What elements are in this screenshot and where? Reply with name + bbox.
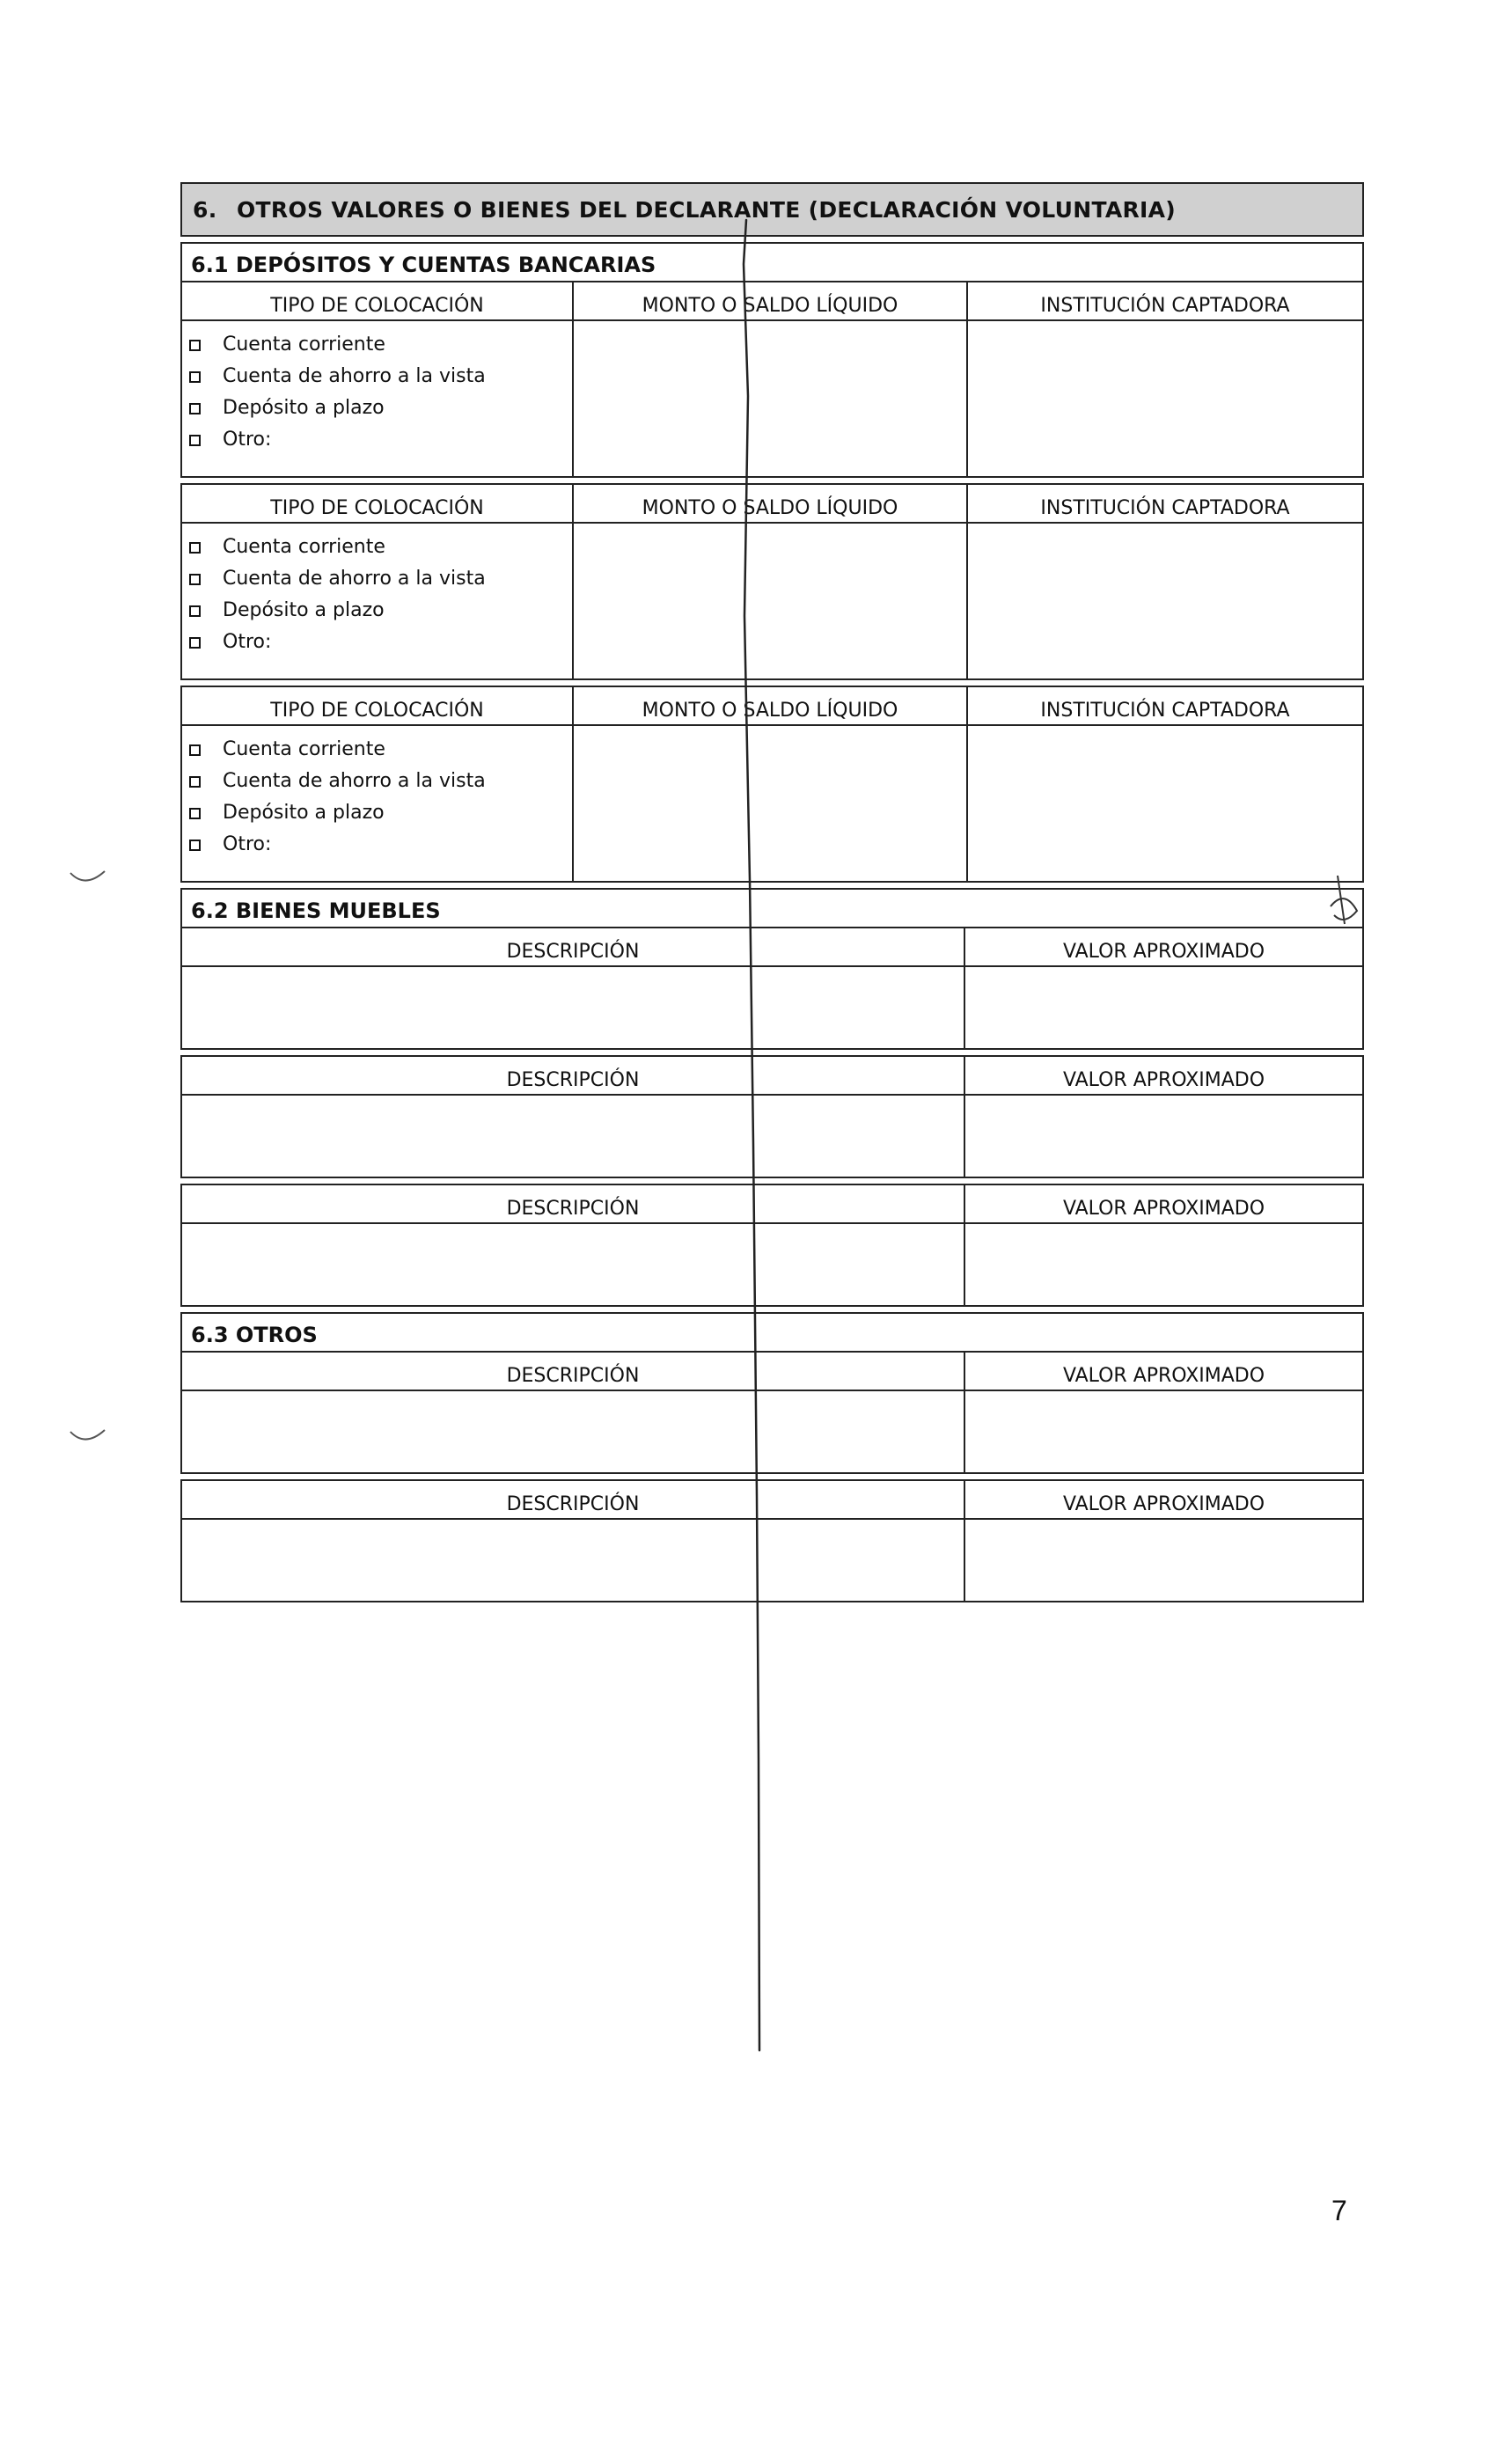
muebles-section-title: 6.2 BIENES MUEBLES — [180, 888, 1364, 928]
option-otro[interactable]: Otro: — [189, 828, 572, 860]
checkbox[interactable] — [189, 340, 201, 351]
checkbox[interactable] — [189, 605, 201, 617]
col-header-institucion: INSTITUCIÓN CAPTADORA — [968, 282, 1362, 321]
col-header-institucion: INSTITUCIÓN CAPTADORA — [968, 687, 1362, 726]
valor-field[interactable] — [965, 1096, 1362, 1177]
mueble-entry-2 — [180, 1055, 1364, 1178]
page-number: 7 — [1331, 2195, 1347, 2226]
tipo-cell — [182, 726, 574, 881]
mueble-entry-3 — [180, 1184, 1364, 1307]
col-header-valor: VALOR APROXIMADO — [965, 1185, 1362, 1224]
declaration-form — [180, 182, 1364, 1602]
checkbox[interactable] — [189, 808, 201, 819]
col-header-monto: MONTO O SALDO LÍQUIDO — [574, 687, 968, 726]
monto-field[interactable] — [574, 726, 968, 881]
institucion-field[interactable] — [968, 321, 1362, 476]
valor-field[interactable] — [965, 1224, 1362, 1305]
option-deposito-plazo[interactable]: Depósito a plazo — [189, 594, 572, 626]
col-header-valor: VALOR APROXIMADO — [965, 1481, 1362, 1520]
col-header-descripcion: DESCRIPCIÓN — [182, 1185, 965, 1224]
checkbox[interactable] — [189, 371, 201, 383]
deposits-section-title: 6.1 DEPÓSITOS Y CUENTAS BANCARIAS — [180, 242, 1364, 282]
deposit-entry-3 — [180, 686, 1364, 883]
col-header-valor: VALOR APROXIMADO — [965, 1353, 1362, 1391]
checkbox[interactable] — [189, 574, 201, 585]
monto-field[interactable] — [574, 524, 968, 678]
option-otro[interactable]: Otro: — [189, 423, 572, 455]
option-deposito-plazo[interactable]: Depósito a plazo — [189, 796, 572, 828]
monto-field[interactable] — [574, 321, 968, 476]
col-header-monto: MONTO O SALDO LÍQUIDO — [574, 485, 968, 524]
col-header-valor: VALOR APROXIMADO — [965, 928, 1362, 967]
section-number: 6. — [193, 196, 217, 223]
checkbox[interactable] — [189, 776, 201, 788]
deposit-entry-1 — [180, 282, 1364, 478]
deposit-entry-2 — [180, 483, 1364, 680]
option-cuenta-ahorro[interactable]: Cuenta de ahorro a la vista — [189, 562, 572, 594]
col-header-descripcion: DESCRIPCIÓN — [182, 1481, 965, 1520]
col-header-descripcion: DESCRIPCIÓN — [182, 1353, 965, 1391]
col-header-institucion: INSTITUCIÓN CAPTADORA — [968, 485, 1362, 524]
otro-entry-2 — [180, 1479, 1364, 1602]
tipo-cell — [182, 524, 574, 678]
checkbox[interactable] — [189, 542, 201, 554]
section-header — [180, 182, 1364, 237]
section-title: OTROS VALORES O BIENES DEL DECLARANTE (DECLARACIÓN VOLUNTARIA) — [237, 196, 1177, 223]
option-deposito-plazo[interactable]: Depósito a plazo — [189, 392, 572, 423]
checkbox[interactable] — [189, 403, 201, 414]
mueble-entry-1 — [180, 928, 1364, 1050]
descripcion-field[interactable] — [182, 1096, 965, 1177]
option-cuenta-ahorro[interactable]: Cuenta de ahorro a la vista — [189, 765, 572, 796]
col-header-tipo: TIPO DE COLOCACIÓN — [182, 485, 574, 524]
descripcion-field[interactable] — [182, 967, 965, 1048]
col-header-descripcion: DESCRIPCIÓN — [182, 1057, 965, 1096]
col-header-descripcion: DESCRIPCIÓN — [182, 928, 965, 967]
binder-hole-mark-2 — [66, 1421, 110, 1456]
institucion-field[interactable] — [968, 726, 1362, 881]
binder-hole-mark-1 — [66, 862, 110, 898]
checkbox[interactable] — [189, 744, 201, 756]
col-header-tipo: TIPO DE COLOCACIÓN — [182, 687, 574, 726]
option-cuenta-corriente[interactable]: Cuenta corriente — [189, 733, 572, 765]
option-otro[interactable]: Otro: — [189, 626, 572, 657]
otros-section-title: 6.3 OTROS — [180, 1312, 1364, 1353]
descripcion-field[interactable] — [182, 1520, 965, 1601]
col-header-tipo: TIPO DE COLOCACIÓN — [182, 282, 574, 321]
institucion-field[interactable] — [968, 524, 1362, 678]
valor-field[interactable] — [965, 1391, 1362, 1472]
option-cuenta-corriente[interactable]: Cuenta corriente — [189, 531, 572, 562]
option-cuenta-ahorro[interactable]: Cuenta de ahorro a la vista — [189, 360, 572, 392]
valor-field[interactable] — [965, 1520, 1362, 1601]
valor-field[interactable] — [965, 967, 1362, 1048]
col-header-monto: MONTO O SALDO LÍQUIDO — [574, 282, 968, 321]
option-cuenta-corriente[interactable]: Cuenta corriente — [189, 328, 572, 360]
tipo-cell — [182, 321, 574, 476]
checkbox[interactable] — [189, 435, 201, 446]
descripcion-field[interactable] — [182, 1224, 965, 1305]
checkbox[interactable] — [189, 840, 201, 851]
otro-entry-1 — [180, 1353, 1364, 1474]
col-header-valor: VALOR APROXIMADO — [965, 1057, 1362, 1096]
checkbox[interactable] — [189, 637, 201, 649]
descripcion-field[interactable] — [182, 1391, 965, 1472]
